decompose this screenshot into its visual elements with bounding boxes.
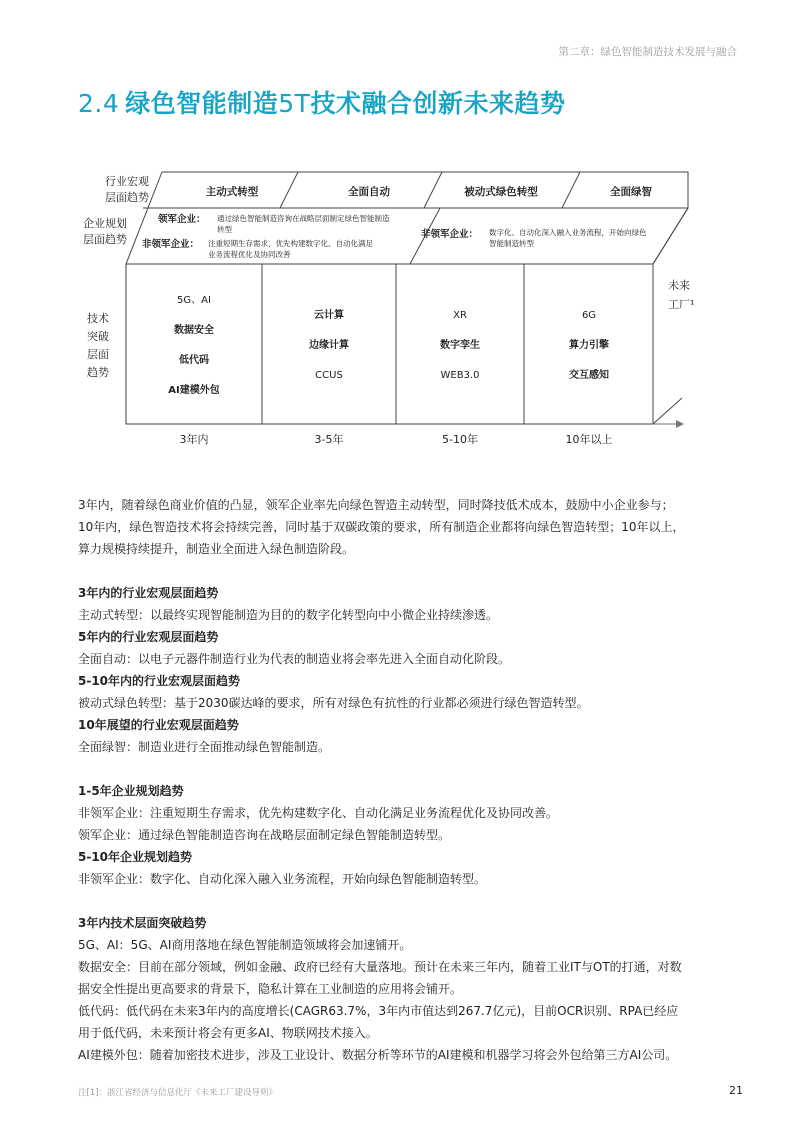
plan-text: 非领军企业：数字化、自动化深入融入业务流程，开始向绿色智能制造转型。 bbox=[78, 872, 487, 886]
section-title-a: 绿色智能制造 bbox=[125, 89, 279, 118]
tech-item: 低代码 bbox=[179, 355, 209, 366]
period-label: 3-5年 bbox=[314, 433, 344, 446]
intro-line: 算力规模持续提升，制造业全面进入绿色制造阶段。 bbox=[78, 542, 355, 556]
tech-item: AI建模外包 bbox=[168, 385, 220, 396]
macro-trend-1: 主动式转型 bbox=[205, 186, 259, 198]
nonleader-text-2: 业务流程优化及协同改善 bbox=[208, 250, 291, 259]
macro-text: 全面自动：以电子元器件制造行业为代表的制造业将会率先进入全面自动化阶段。 bbox=[78, 652, 511, 666]
plan-text: 非领军企业：注重短期生存需求，优先构建数字化、自动化满足业务流程优化及协同改善。 bbox=[78, 806, 559, 820]
tech-text: 据安全性提出更高要求的背景下，隐私计算在工业制造的应用将会铺开。 bbox=[78, 982, 463, 996]
period-label: 3年内 bbox=[179, 433, 209, 446]
chapter-header: 第二章：绿色智能制造技术发展与融合 bbox=[558, 46, 737, 58]
macro-heading: 5-10年内的行业宏观层面趋势 bbox=[78, 674, 241, 688]
section-title-b: 5T bbox=[278, 89, 311, 118]
tech-heading: 3年内技术层面突破趋势 bbox=[78, 916, 207, 930]
nonleader-text-1: 注重短期生存需求，优先构建数字化、自动化满足 bbox=[208, 239, 373, 248]
tech-text: 5G、AI：5G、AI商用落地在绿色智能制造领域将会加速铺开。 bbox=[78, 938, 412, 952]
future-factory-1: 未来 bbox=[668, 279, 690, 292]
tech-item: 边缘计算 bbox=[309, 340, 349, 351]
tech-text: 数据安全：目前在部分领域，例如金融、政府已经有大量落地。预计在未来三年内，随着工业IT与OT的打通，对数 bbox=[78, 960, 682, 974]
tech-text: AI建模外包：随着加密技术进步，涉及工业设计、数据分析等环节的AI建模和机器学习将会外包给第三方AI公司。 bbox=[78, 1048, 678, 1062]
tech-text: 低代码：低代码在未来3年内的高度增长(CAGR63.7%，3年内市值达到267.7亿元)，目前OCR识别、RPA已经应 bbox=[78, 1004, 679, 1018]
row-label-tech-4: 趋势 bbox=[87, 366, 109, 379]
right-bottom-edge bbox=[653, 398, 682, 424]
intro-line: 3年内，随着绿色商业价值的凸显，领军企业率先向绿色智造主动转型，同时降技低术成本，鼓励中小企业参与； bbox=[78, 498, 674, 512]
nonleader2-label: 非领军企业： bbox=[421, 229, 479, 240]
trend-diagram bbox=[0, 0, 793, 470]
row-label-planning-1: 企业规划 bbox=[83, 217, 127, 230]
leader-text-1: 通过绿色智能制造咨询在战略层面制定绿色智能制造 bbox=[217, 214, 390, 223]
leader-label: 领军企业： bbox=[158, 214, 206, 225]
row-label-tech-2: 突破 bbox=[87, 330, 109, 343]
arrow-head bbox=[676, 420, 684, 428]
row-label-macro-2: 层面趋势 bbox=[105, 191, 149, 204]
tech-item: 交互感知 bbox=[569, 370, 609, 381]
leader-text-2: 转型 bbox=[217, 225, 232, 234]
plan-text: 领军企业：通过绿色智能制造咨询在战略层面制定绿色智能制造转型。 bbox=[78, 828, 451, 842]
tech-item: 数字孪生 bbox=[440, 340, 480, 351]
row-label-planning-2: 层面趋势 bbox=[83, 233, 127, 246]
future-factory-2: 工厂¹ bbox=[668, 298, 695, 311]
period-label: 10年以上 bbox=[565, 433, 613, 446]
macro-trend-2: 全面自动 bbox=[348, 186, 390, 198]
row-label-macro-1: 行业宏观 bbox=[105, 175, 149, 188]
section-number: 2.4 bbox=[78, 89, 120, 118]
tech-item: 算力引擎 bbox=[569, 340, 609, 351]
nonleader2-text-1: 数字化、自动化深入融入业务流程，开始向绿色 bbox=[489, 228, 647, 237]
plan-heading: 1-5年企业规划趋势 bbox=[78, 784, 184, 798]
macro-heading: 3年内的行业宏观层面趋势 bbox=[78, 586, 219, 600]
macro-text: 全面绿智：制造业进行全面推动绿色智能制造。 bbox=[78, 740, 331, 754]
footnote: 注[1]：浙江省经济与信息化厅《未来工厂建设导则》 bbox=[78, 1088, 278, 1098]
section-title-c: 技术融合创新未来趋势 bbox=[310, 89, 566, 118]
tech-text: 用于低代码，未来预计将会有更多AI、物联网技术接入。 bbox=[78, 1026, 378, 1040]
right-back-edge bbox=[653, 208, 688, 264]
intro-line: 10年内，绿色智造技术将会持续完善，同时基于双碳政策的要求，所有制造企业都将向绿色智造转型；10年以上， bbox=[78, 520, 685, 534]
macro-heading: 10年展望的行业宏观层面趋势 bbox=[78, 718, 239, 732]
macro-text: 被动式绿色转型：基于2030碳达峰的要求，所有对绿色有抗性的行业都必须进行绿色智造转型。 bbox=[78, 696, 589, 710]
macro-heading: 5年内的行业宏观层面趋势 bbox=[78, 630, 219, 644]
tech-item: 6G bbox=[581, 310, 597, 321]
tech-item: XR bbox=[453, 310, 467, 321]
macro-text: 主动式转型：以最终实现智能制造为目的的数字化转型向中小微企业持续渗透。 bbox=[78, 608, 499, 622]
tech-item: 云计算 bbox=[314, 310, 344, 321]
tech-item: 5G、AI bbox=[177, 295, 211, 306]
plan-heading: 5-10年企业规划趋势 bbox=[78, 850, 193, 864]
macro-trend-3: 被动式绿色转型 bbox=[464, 186, 538, 198]
row-label-tech-1: 技术 bbox=[87, 312, 109, 325]
row-label-tech-3: 层面 bbox=[87, 348, 109, 361]
nonleader-label: 非领军企业： bbox=[142, 239, 200, 250]
tech-item: CCUS bbox=[315, 370, 343, 381]
body-text bbox=[78, 494, 728, 1066]
nonleader2-text-2: 智能制造转型 bbox=[489, 239, 534, 248]
period-label: 5-10年 bbox=[442, 433, 478, 446]
tech-item: 数据安全 bbox=[174, 325, 214, 336]
page-number: 21 bbox=[729, 1084, 743, 1097]
tech-item: WEB3.0 bbox=[440, 370, 480, 381]
macro-trend-4: 全面绿智 bbox=[610, 186, 652, 198]
